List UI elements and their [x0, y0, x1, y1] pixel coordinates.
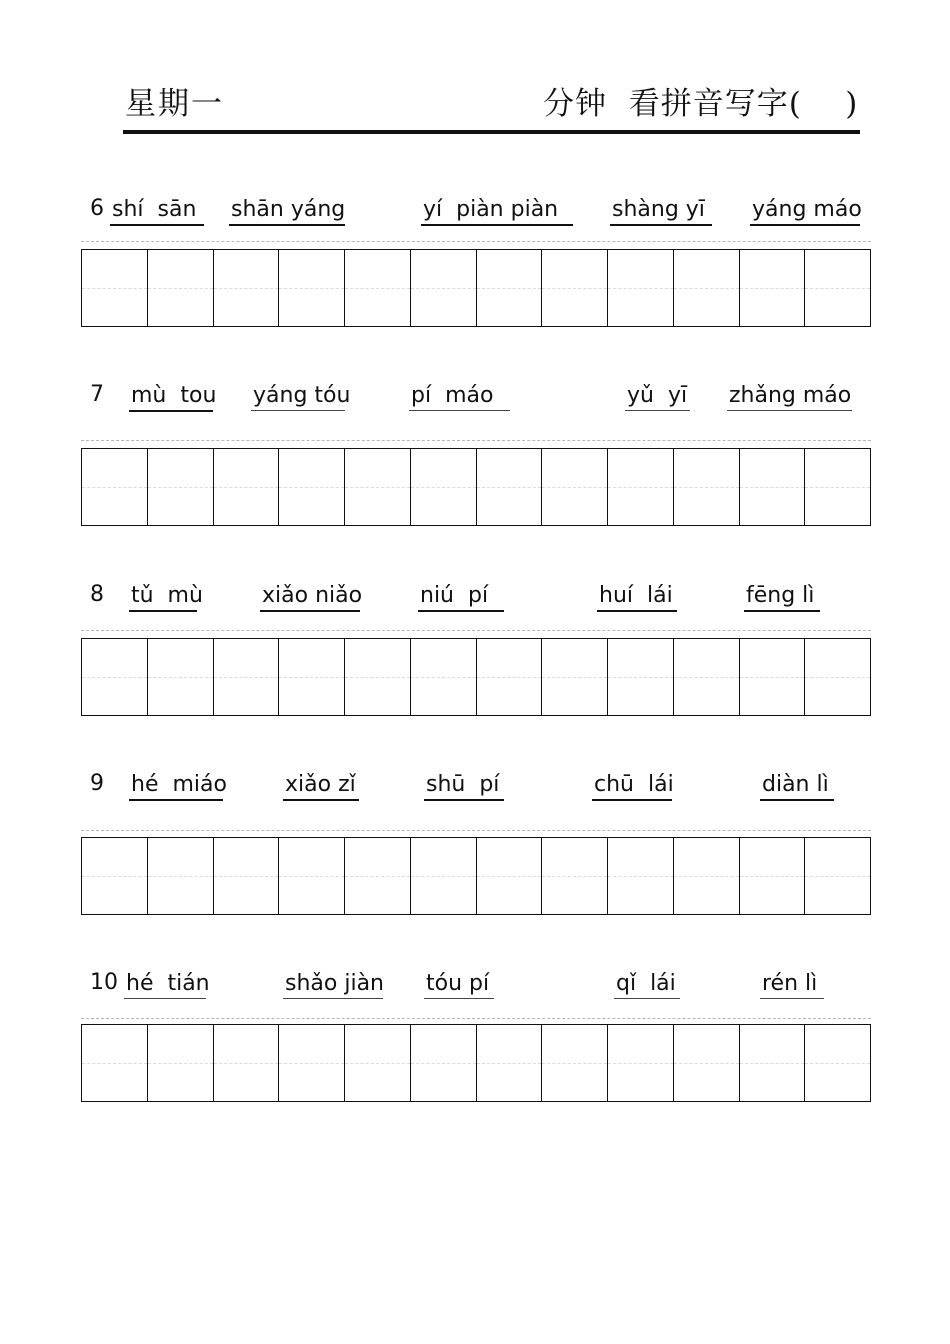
writing-box[interactable] [82, 250, 148, 326]
writing-box[interactable] [82, 449, 148, 525]
pinyin-word: shǎo jiàn [283, 970, 383, 999]
worksheet-title: 分钟 看拼音写字( ) [543, 86, 859, 122]
writing-box[interactable] [805, 449, 870, 525]
writing-box[interactable] [740, 250, 806, 326]
writing-box[interactable] [674, 639, 740, 715]
writing-box[interactable] [542, 1025, 608, 1101]
writing-box[interactable] [82, 1025, 148, 1101]
weekday-title: 星期一 [125, 86, 224, 122]
writing-box[interactable] [411, 250, 477, 326]
pinyin-word: shān yáng [229, 196, 345, 226]
writing-box[interactable] [148, 639, 214, 715]
writing-box[interactable] [214, 1025, 280, 1101]
writing-box[interactable] [608, 449, 674, 525]
writing-box[interactable] [279, 639, 345, 715]
pinyin-word: hé miáo [129, 771, 223, 801]
pinyin-word: rén lì [760, 970, 824, 999]
writing-box[interactable] [148, 250, 214, 326]
guide-line [81, 630, 871, 631]
writing-box[interactable] [542, 250, 608, 326]
guide-line [81, 830, 871, 831]
pinyin-word: shàng yī [610, 196, 712, 226]
writing-box[interactable] [345, 449, 411, 525]
pinyin-word: qǐ lái [614, 970, 680, 999]
writing-box[interactable] [740, 639, 806, 715]
writing-box[interactable] [740, 838, 806, 914]
writing-box[interactable] [214, 838, 280, 914]
guide-line [81, 1018, 871, 1019]
writing-box[interactable] [477, 449, 543, 525]
writing-box[interactable] [608, 1025, 674, 1101]
pinyin-word: yǔ yī [625, 382, 690, 411]
writing-box[interactable] [411, 838, 477, 914]
writing-box[interactable] [542, 838, 608, 914]
writing-box[interactable] [411, 449, 477, 525]
pinyin-word: yáng máo [750, 196, 860, 226]
pinyin-word: diàn lì [760, 771, 834, 801]
writing-box[interactable] [214, 639, 280, 715]
writing-box[interactable] [674, 838, 740, 914]
writing-box[interactable] [477, 639, 543, 715]
writing-box[interactable] [674, 449, 740, 525]
pinyin-word: niú pí [418, 582, 504, 612]
writing-box[interactable] [214, 449, 280, 525]
writing-box[interactable] [411, 1025, 477, 1101]
writing-box[interactable] [214, 250, 280, 326]
writing-box[interactable] [740, 1025, 806, 1101]
writing-box[interactable] [82, 639, 148, 715]
pinyin-word: zhǎng máo [727, 382, 852, 411]
pinyin-word: hé tián [124, 970, 206, 999]
writing-grid [81, 448, 871, 526]
writing-box[interactable] [411, 639, 477, 715]
pinyin-word: xiǎo niǎo [260, 582, 360, 612]
writing-box[interactable] [805, 639, 870, 715]
writing-box[interactable] [148, 838, 214, 914]
guide-line [81, 440, 871, 441]
writing-box[interactable] [148, 1025, 214, 1101]
writing-box[interactable] [805, 838, 870, 914]
row-number: 8 [90, 582, 104, 607]
writing-box[interactable] [805, 250, 870, 326]
row-number: 9 [90, 771, 104, 796]
row-number: 6 [90, 196, 104, 221]
pinyin-word: xiǎo zǐ [283, 771, 359, 801]
writing-box[interactable] [148, 449, 214, 525]
pinyin-word: chū lái [592, 771, 672, 801]
writing-box[interactable] [740, 449, 806, 525]
writing-grid [81, 837, 871, 915]
writing-box[interactable] [542, 449, 608, 525]
pinyin-word: pí máo [409, 382, 510, 411]
guide-line [81, 241, 871, 242]
writing-box[interactable] [674, 250, 740, 326]
writing-box[interactable] [477, 838, 543, 914]
pinyin-word: huí lái [597, 582, 677, 612]
writing-grid [81, 1024, 871, 1102]
writing-box[interactable] [345, 250, 411, 326]
writing-grid [81, 638, 871, 716]
writing-box[interactable] [82, 838, 148, 914]
writing-box[interactable] [608, 250, 674, 326]
writing-box[interactable] [345, 639, 411, 715]
writing-box[interactable] [345, 838, 411, 914]
row-number: 7 [90, 382, 104, 407]
writing-box[interactable] [279, 1025, 345, 1101]
pinyin-word: fēng lì [744, 582, 820, 612]
writing-box[interactable] [608, 838, 674, 914]
writing-box[interactable] [279, 449, 345, 525]
header-rule [123, 130, 860, 134]
writing-box[interactable] [608, 639, 674, 715]
writing-box[interactable] [477, 250, 543, 326]
pinyin-word: tǔ mù [129, 582, 197, 612]
pinyin-word: yí piàn piàn [421, 196, 573, 226]
pinyin-word: yáng tóu [251, 382, 345, 411]
writing-box[interactable] [674, 1025, 740, 1101]
pinyin-word: shū pí [424, 771, 504, 801]
row-number: 10 [90, 970, 118, 995]
writing-box[interactable] [279, 838, 345, 914]
writing-box[interactable] [345, 1025, 411, 1101]
pinyin-word: mù tou [129, 382, 213, 412]
writing-box[interactable] [477, 1025, 543, 1101]
writing-box[interactable] [805, 1025, 870, 1101]
writing-box[interactable] [542, 639, 608, 715]
writing-box[interactable] [279, 250, 345, 326]
writing-grid [81, 249, 871, 327]
pinyin-word: shí sān [110, 196, 204, 226]
pinyin-word: tóu pí [424, 970, 494, 999]
